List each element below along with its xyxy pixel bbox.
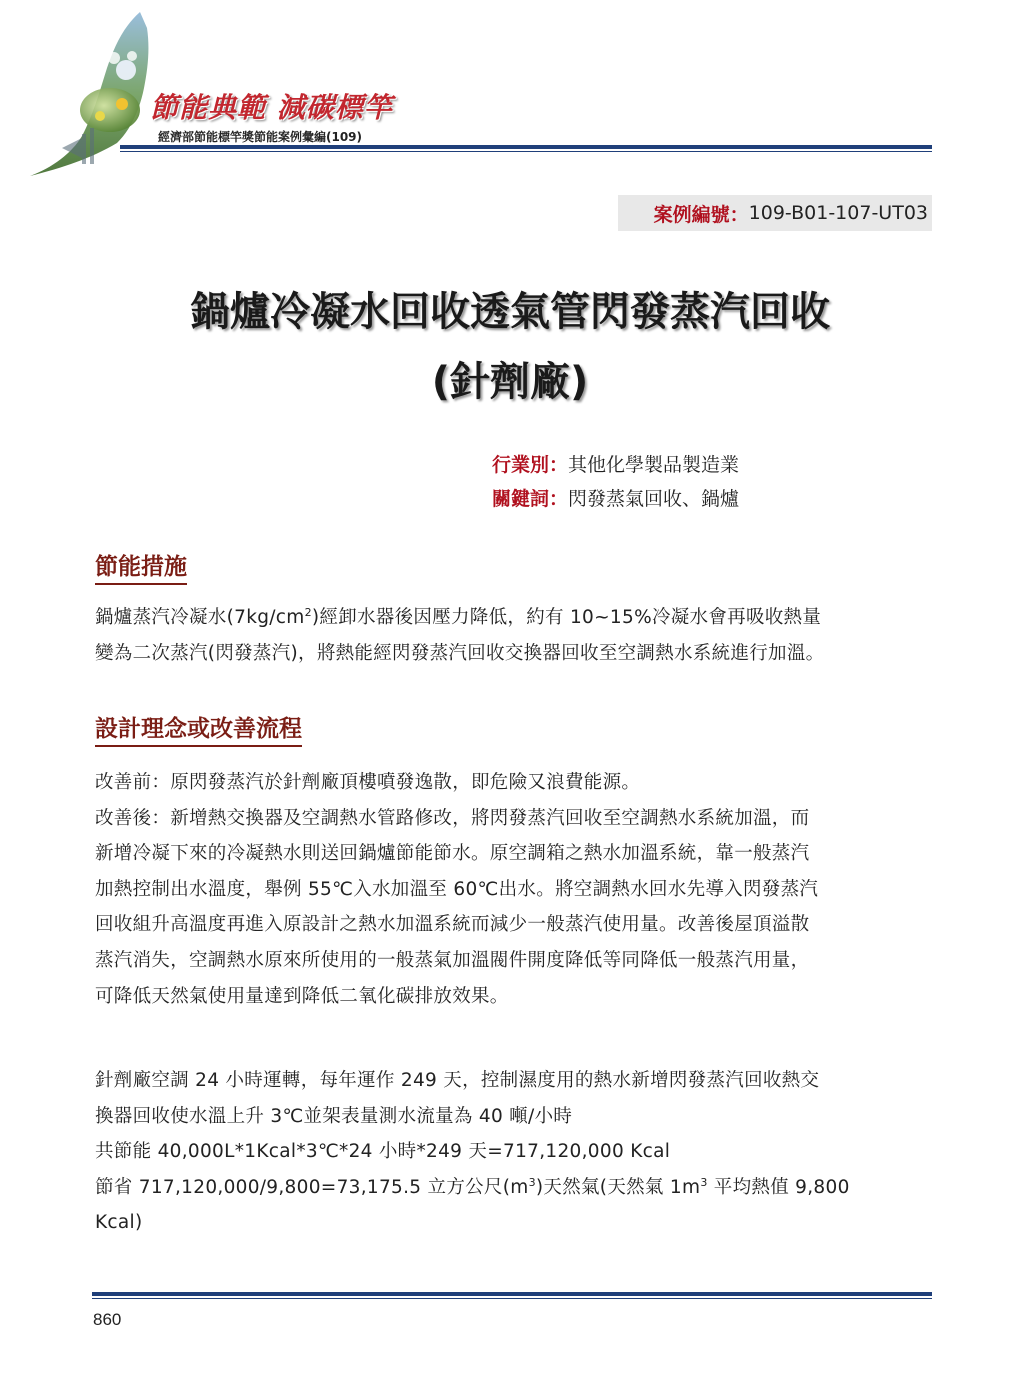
text-run: 平均熱值 9,800	[707, 1176, 850, 1198]
paragraph-line: 蒸汽消失，空調熱水原來所使用的一般蒸氣加溫閥件開度降低等同降低一般蒸汽用量，	[95, 949, 810, 971]
brand-title: 節能典範 減碳標竿	[150, 91, 393, 124]
text-run: 節省 717,120,000/9,800=73,175.5 立方公尺(m	[95, 1176, 529, 1198]
keywords-label: 關鍵詞：	[492, 488, 569, 510]
page-number: 860	[93, 1310, 122, 1329]
section-design-body	[95, 765, 931, 1014]
text-run: )經卸水器後因壓力降低，約有 10~15%冷凝水會再吸收熱量	[311, 607, 822, 628]
section-measures-body	[95, 600, 931, 671]
keywords-value: 閃發蒸氣回收、鍋爐	[568, 488, 740, 510]
paragraph-line: 新增冷凝下來的冷凝熱水則送回鍋爐節能節水。原空調箱之熱水加溫系統，靠一般蒸汽	[95, 843, 810, 865]
paragraph-line: 共節能 40,000L*1Kcal*3℃*24 小時*249 天=717,120,000 Kcal	[95, 1141, 671, 1163]
footer-rule-thin	[92, 1298, 932, 1299]
industry-label: 行業別：	[492, 454, 569, 476]
paragraph-line	[95, 600, 931, 636]
header-rule-thick	[120, 145, 932, 149]
case-number-label: 案例編號：	[653, 203, 749, 226]
superscript: 3	[528, 1175, 536, 1189]
case-number-box	[618, 195, 932, 231]
header-rule-thin	[120, 151, 932, 152]
paragraph-line: 改善後：新增熱交換器及空調熱水管路修改，將閃發蒸汽回收至空調熱水系統加溫，而	[95, 807, 810, 829]
paragraph-line: 針劑廠空調 24 小時運轉，每年運作 249 天，控制濕度用的熱水新增閃發蒸汽回收熱交	[95, 1070, 820, 1091]
footer-rule-thick	[92, 1292, 932, 1296]
paragraph-line: Kcal)	[95, 1212, 143, 1234]
brand-subtitle: 經濟部節能標竿獎節能案例彙編(109)	[158, 130, 363, 144]
paragraph-line: 可降低天然氣使用量達到降低二氧化碳排放效果。	[95, 985, 509, 1007]
text-run: )天然氣(天然氣 1m	[535, 1176, 701, 1198]
paragraph-line: 換器回收使水溫上升 3℃並架表量測水流量為 40 噸/小時	[95, 1105, 573, 1127]
paragraph-line: 加熱控制出水溫度，舉例 55℃入水加溫至 60℃出水。將空調熱水回水先導入閃發蒸汽	[95, 878, 819, 900]
section-calculation-body	[95, 1063, 931, 1241]
superscript: 3	[700, 1175, 708, 1189]
case-number-value: 109-B01-107-UT03	[748, 202, 928, 224]
paragraph-line: 回收組升高溫度再進入原設計之熱水加溫系統而減少一般蒸汽使用量。改善後屋頂溢散	[95, 914, 810, 936]
industry-value: 其他化學製品製造業	[568, 454, 740, 476]
section-heading-measures: 節能措施	[95, 548, 187, 585]
superscript: 2	[304, 605, 312, 619]
paragraph-line: 改善前：原閃發蒸汽於針劑廠頂樓噴發逸散，即危險又浪費能源。	[95, 772, 641, 793]
section-heading-design: 設計理念或改善流程	[95, 710, 302, 747]
paragraph-line: 變為二次蒸汽(閃發蒸汽)，將熱能經閃發蒸汽回收交換器回收至空調熱水系統進行加溫。	[95, 642, 825, 664]
text-run: 鍋爐蒸汽冷凝水(7kg/cm	[95, 607, 305, 628]
paragraph-line	[95, 1170, 931, 1206]
keywords-row	[492, 484, 739, 511]
page-title-line1: 鍋爐冷凝水回收透氣管閃發蒸汽回收	[190, 289, 830, 335]
industry-row	[492, 450, 739, 477]
page-title-line2: (針劑廠)	[431, 359, 589, 405]
